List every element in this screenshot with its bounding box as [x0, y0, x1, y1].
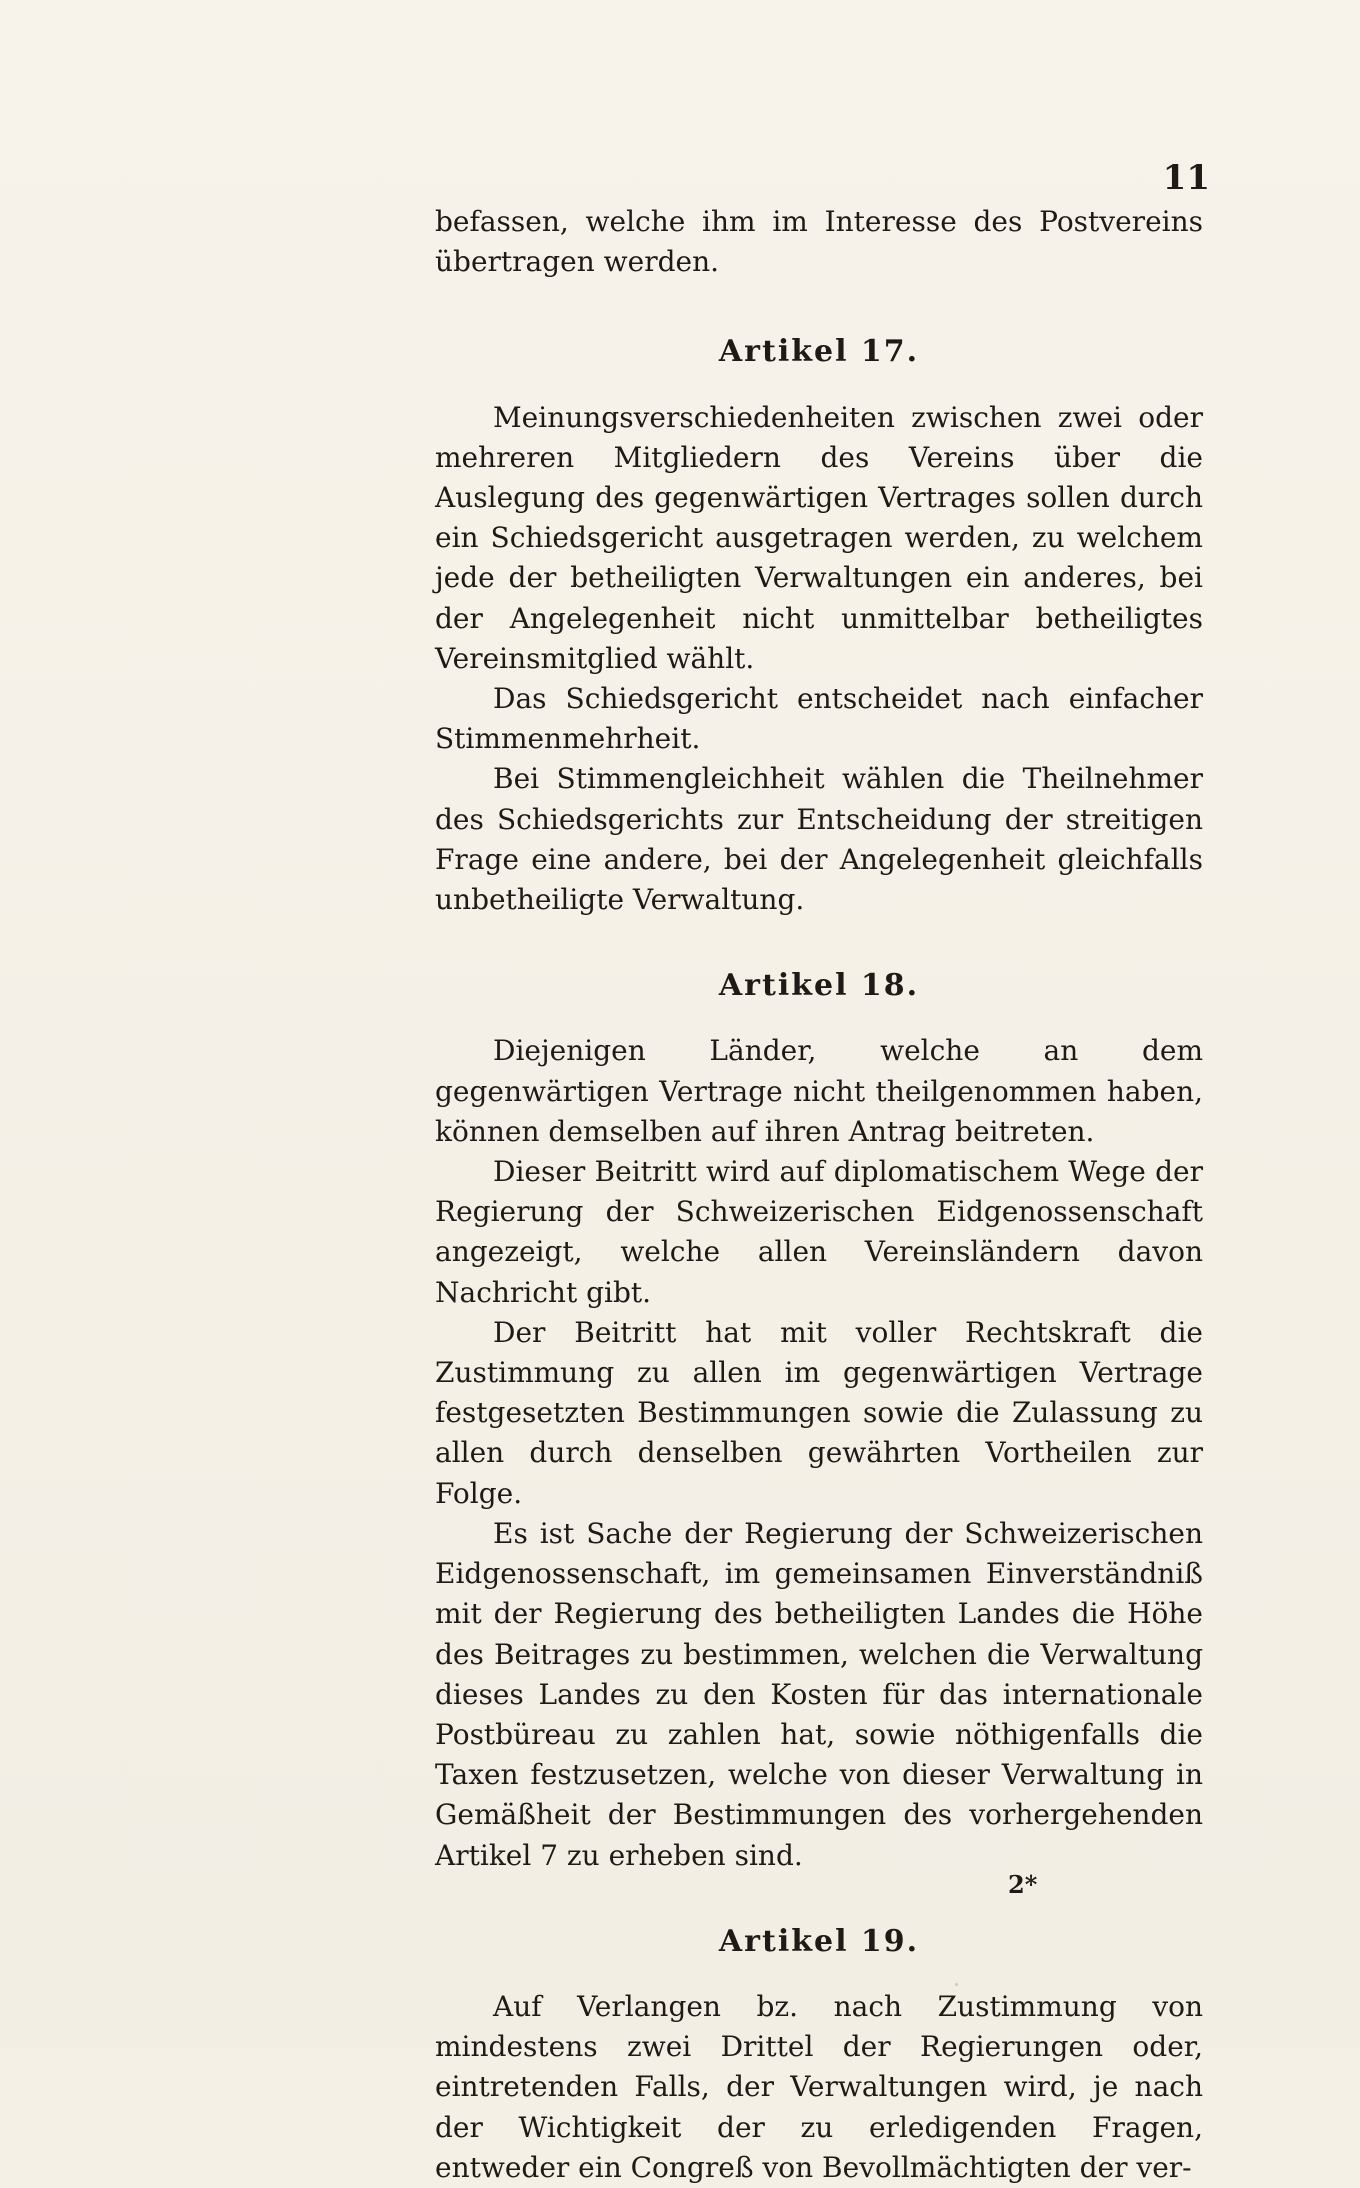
paragraph-article-18-accession: Diejenigen Länder, welche an dem gegenwärtigen Vertrage nicht theilgenommen haben, können demselben auf ihren Antrag beitreten.: [435, 1034, 1203, 1148]
section-heading-article-19: Artikel 19.: [718, 1923, 920, 1959]
paragraph-continuation: befassen, welche ihm im Interesse des Postvereins übertragen werden.: [435, 205, 1203, 279]
paragraph-article-18-notification: Dieser Beitritt wird auf diplomatischem Wege der Regierung der Schweizerischen Eidgenossenschaft angezeigt, welche allen Vereinsländern davon Nachricht gibt.: [435, 1155, 1203, 1309]
paper-speck: [955, 1983, 958, 1986]
paragraph-article-17-tie: Bei Stimmengleichheit wählen die Theilnehmer des Schiedsgerichts zur Entscheidung der streitigen Frage eine andere, bei der Angelegenheit gleichfalls unbetheiligte Verwaltung.: [435, 762, 1203, 917]
page-number: 11: [1162, 158, 1210, 198]
paragraph-article-17-majority: Das Schiedsgericht entscheidet nach einfacher Stimmenmehrheit.: [435, 682, 1203, 756]
paragraph-article-18-contribution: Es ist Sache der Regierung der Schweizerischen Eidgenossenschaft, im gemeinsamen Einverständniß mit der Regierung des betheiligten Landes die Höhe des Beitrages zu bestimmen, welchen die Verwaltung dieses Landes zu den Kosten für das internationale Postbüreau zu zahlen hat, sowie nöthigenfalls die Taxen festzusetzen, welche von dieser Verwaltung in Gemäßheit der Bestimmungen des vorhergehenden Artikel 7 zu erheben sind.: [435, 1516, 1203, 1872]
paragraph-article-17-disputes: Meinungsverschiedenheiten zwischen zwei oder mehreren Mitgliedern des Vereins über die Auslegung des gegenwärtigen Vertrages sollen durch ein Schiedsgericht ausgetragen werden, zu welchem jede der betheiligten Verwaltungen ein anderes, bei der Angelegenheit nicht unmittelbar betheiligtes Vereinsmitglied wählt.: [435, 400, 1203, 675]
section-heading-article-17: Artikel 17.: [718, 334, 920, 370]
paragraph-article-19-congress: Auf Verlangen bz. nach Zustimmung von mindestens zwei Drittel der Regierungen oder, eintretenden Falls, der Verwaltungen wird, je nach der Wichtigkeit der zu erledigenden Fragen, entweder ein Congreß von Bevollmächtigten der ver-: [435, 1989, 1203, 2184]
section-heading-article-18: Artikel 18.: [718, 968, 920, 1004]
page-content: [435, 202, 1203, 2188]
paragraph-article-18-effect: Der Beitritt hat mit voller Rechtskraft die Zustimmung zu allen im gegenwärtigen Vertrage festgesetzten Bestimmungen sowie die Zulassung zu allen durch denselben gewährten Vortheilen zur Folge.: [435, 1315, 1203, 1510]
sheet-signature: 2*: [1008, 1870, 1038, 1899]
